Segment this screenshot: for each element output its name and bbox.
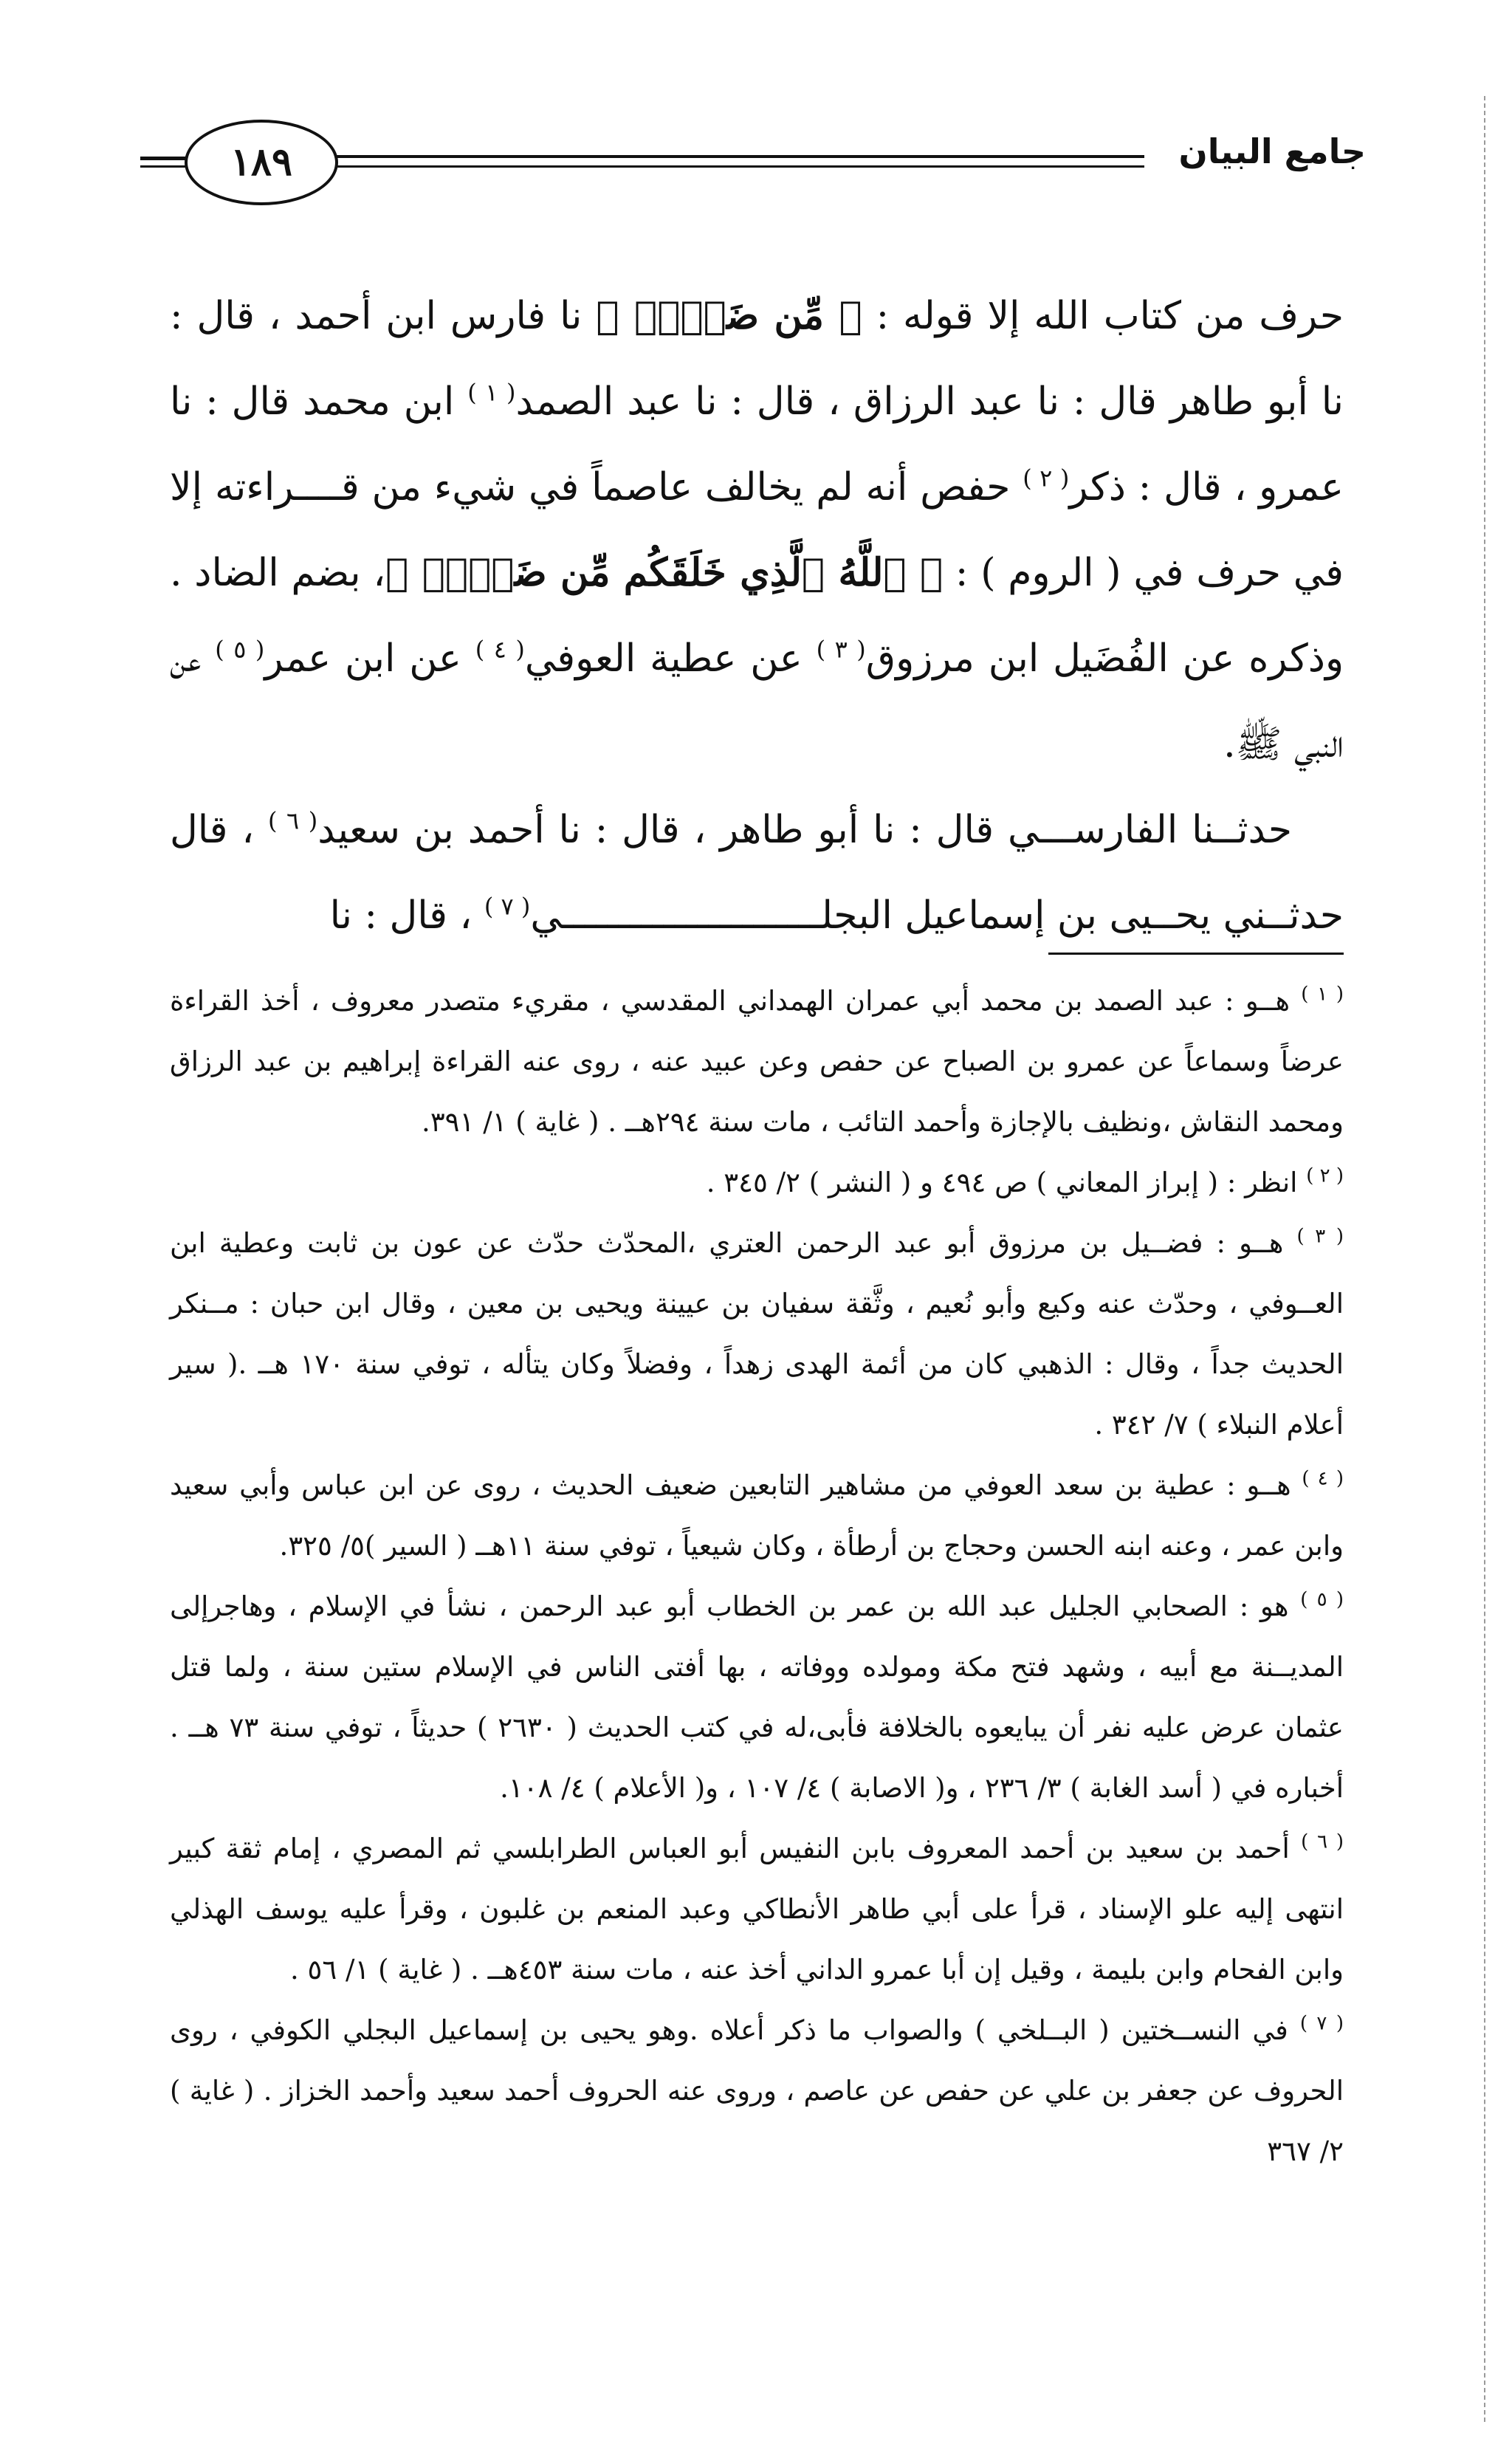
- footnote-text: أحمد بن سعيد بن أحمد المعروف بابن النفيس أبو العباس الطرابلسي ثم المصري ، إمام ثقة كبير انتهى إليه علو الإسناد ، قرأ على أبي طاهر الأنطاكي وعبد المنعم بن غلبون ، وقرأ عليه يوسف الهذلي وابن الفحام وابن بليمة ، وقيل إن أبا عمرو الداني أخذ عنه ، مات سنة ٤٥٣هــ . ( غاية ) ١/ ٥٦ .: [170, 1833, 1344, 1986]
- quran-verse: ﴿ مِّن ضَعۡفٖ ﴾: [596, 293, 862, 338]
- book-title: جامع البيان: [1178, 131, 1366, 171]
- body-text: حفص أنه لم يخالف عاصماً في شيء من قــــراءته إلا في حرف في ( الروم ) :: [170, 465, 1344, 595]
- footnote: [170, 1819, 1344, 2000]
- body-text: حدثــنا الفارســـي قال : نا أبو طاهر ، قال : نا أحمد بن سعيد: [317, 808, 1292, 852]
- body-paragraph: [170, 273, 1344, 787]
- page-header: [140, 118, 1366, 207]
- page-edge-line: [1484, 96, 1485, 2422]
- footnote-number: ( ٦ ): [1301, 1830, 1344, 1853]
- footnote: [170, 2000, 1344, 2182]
- footnote-separator: [1048, 953, 1344, 955]
- footnote-number: ( ٢ ): [1306, 1164, 1344, 1187]
- body-text: عن النبي ﷺ.: [170, 636, 1344, 766]
- footnote: [170, 971, 1344, 1153]
- footnote-number: ( ١ ): [1301, 983, 1344, 1006]
- footnote-ref: ( ٧ ): [484, 892, 531, 921]
- footnote-ref: ( ٤ ): [475, 635, 525, 664]
- body-text: ، بضم الضاد . وذكره عن الفُضَيل ابن مرزوق: [170, 551, 1344, 681]
- body-text: حرف من كتاب الله إلا قوله :: [862, 294, 1344, 338]
- footnote-text: هــو : عطية بن سعد العوفي من مشاهير التابعين ضعيف الحديث ، روى عن ابن عباس وأبي سعيد وابن عمر ، وعنه ابنه الحسن وحجاج بن أرطأة ، وكان شيعياً ، توفي سنة ١١هــ ( السير )٥/ ٣٢٥.: [170, 1469, 1344, 1562]
- main-text: [170, 273, 1344, 958]
- body-text: عن ابن عمر: [264, 636, 475, 681]
- footnote-ref: ( ٢ ): [1023, 464, 1070, 493]
- footnotes: [170, 971, 1344, 2182]
- footnote-ref: ( ٥ ): [215, 635, 265, 664]
- footnote-text: في النســختين ( البــلخي ) والصواب ما ذكر أعلاه .وهو يحيى بن إسماعيل البجلي الكوفي ، روى الحروف عن جعفر بن علي عن حفص عن عاصم ، وروى عنه الحروف أحمد سعيد وأحمد الخزاز . ( غاية ) ٢/ ٣٦٧: [170, 2014, 1344, 2167]
- footnote-number: ( ٣ ): [1296, 1225, 1344, 1248]
- footnote-text: هــو : فضــيل بن مرزوق أبو عبد الرحمن العتري ،المحدّث حدّث عن عون بن ثابت وعطية ابن العــوفي ، وحدّث عنه وكيع وأبو نُعيم ، وثَّقة سفيان بن عيينة ويحيى بن معين ، وقال ابن حبان : مــنكر الحديث جداً ، وقال : الذهبي كان من أئمة الهدى زهداً ، وفضلاً وكان يتأله ، توفي سنة ١٧٠ هــ .( سير أعلام النبلاء ) ٧/ ٣٤٢ .: [170, 1227, 1344, 1441]
- footnote: [170, 1213, 1344, 1455]
- footnote-text: هــو : عبد الصمد بن محمد أبي عمران الهمداني المقدسي ، مقريء متصدر معروف ، أخذ القراءة عرضاً وسماعاً عن عمرو بن الصباح عن حفص وعن عبيد عنه ، روى عنه القراءة إبراهيم بن عبد الرزاق ومحمد النقاش ،ونظيف بالإجازة وأحمد التائب ، مات سنة ٢٩٤هــ . ( غاية ) ١/ ٣٩١.: [170, 985, 1344, 1138]
- footnote-ref: ( ١ ): [467, 378, 516, 407]
- body-text: عن عطية العوفي: [524, 636, 817, 681]
- footnote-text: انظر : ( إبراز المعاني ) ص ٤٩٤ و ( النشر ) ٢/ ٣٤٥ .: [706, 1167, 1307, 1198]
- page-number: ١٨٩: [185, 120, 338, 205]
- footnote-text: هو : الصحابي الجليل عبد الله بن عمر بن الخطاب أبو عبد الرحمن ، نشأ في الإسلام ، وهاجرإلى المديــنة مع أبيه ، وشهد فتح مكة ومولده ووفاته ، بها أفتى الناس في الإسلام ستين سنة ، ولما قتل عثمان عرض عليه نفر أن يبايعوه بالخلافة فأبى،له في كتب الحديث ( ٢٦٣٠ ) حديثاً ، توفي سنة ٧٣ هــ . أخباره في ( أسد الغابة ) ٣/ ٢٣٦ ، و( الاصابة ) ٤/ ١٠٧ ، و( الأعلام ) ٤/ ١٠٨.: [170, 1590, 1344, 1804]
- body-text: ، قال حدثــني يحــيى بن إسماعيل البجلـــــــــــــــــــــــي: [170, 808, 1344, 938]
- body-text: نا فارس ابن أحمد ، قال : نا أبو طاهر قال : نا عبد الرزاق ، قال : نا عبد الصمد: [170, 294, 1344, 424]
- header-rule: [317, 165, 1144, 168]
- footnote-number: ( ٤ ): [1302, 1467, 1344, 1490]
- footnote-number: ( ٧ ): [1299, 2012, 1344, 2035]
- quran-verse: ﴿ ٱللَّهُ ٱلَّذِي خَلَقَكُم مِّن ضَعۡفٖ ﴾: [385, 550, 944, 595]
- footnote: [170, 1455, 1344, 1576]
- body-text: ، قال : نا: [329, 893, 484, 938]
- footnote-ref: ( ٦ ): [268, 806, 318, 835]
- body-paragraph: [170, 787, 1344, 958]
- footnote: [170, 1576, 1344, 1819]
- header-rule: [317, 155, 1144, 158]
- footnote-ref: ( ٣ ): [816, 635, 866, 664]
- body-text: ابن محمد قال : نا عمرو ، قال : ذكر: [170, 380, 1344, 509]
- footnote-number: ( ٥ ): [1300, 1588, 1344, 1611]
- footnote: [170, 1153, 1344, 1213]
